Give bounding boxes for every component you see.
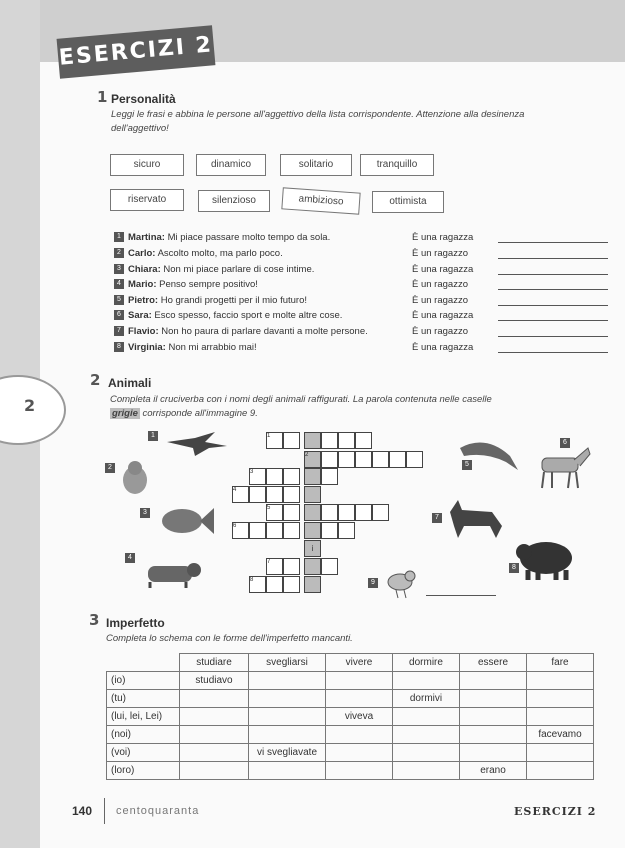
table-cell[interactable] bbox=[460, 726, 527, 744]
clue-number: 7 bbox=[267, 559, 271, 565]
bear-icon bbox=[514, 534, 578, 580]
canary-icon bbox=[382, 566, 422, 600]
person-name: Virginia: bbox=[128, 342, 166, 353]
person-name: Sara: bbox=[128, 310, 152, 321]
crossword-cell[interactable] bbox=[321, 432, 338, 449]
row-number: 3 bbox=[114, 264, 124, 274]
section3-title: Imperfetto bbox=[106, 616, 165, 630]
table-cell[interactable] bbox=[460, 744, 527, 762]
crossword-cell[interactable] bbox=[321, 451, 338, 468]
table-cell[interactable] bbox=[249, 708, 326, 726]
chip-riservato: riservato bbox=[110, 189, 184, 211]
crossword-cell[interactable] bbox=[372, 451, 389, 468]
person-name: Flavio: bbox=[128, 326, 159, 337]
row-number: 1 bbox=[114, 232, 124, 242]
section1-title: Personalità bbox=[111, 92, 176, 106]
table-cell[interactable] bbox=[326, 690, 393, 708]
table-row bbox=[107, 690, 594, 708]
section2-number: 2 bbox=[90, 371, 101, 389]
crossword-cell[interactable] bbox=[283, 576, 300, 593]
chip-dinamico: dinamico bbox=[196, 154, 266, 176]
answer-prefix: È una ragazza bbox=[412, 232, 474, 243]
table-cell[interactable] bbox=[460, 690, 527, 708]
answer-prefix: È un ragazzo bbox=[412, 295, 468, 306]
crossword-cell[interactable] bbox=[321, 522, 338, 539]
table-cell[interactable] bbox=[460, 672, 527, 690]
table-cell[interactable] bbox=[249, 762, 326, 780]
crossword-cell-gray[interactable] bbox=[304, 468, 321, 485]
crossword-cell[interactable] bbox=[249, 576, 266, 593]
pronoun-cell: (loro) bbox=[107, 762, 180, 780]
table-cell[interactable] bbox=[326, 672, 393, 690]
table-cell[interactable] bbox=[527, 762, 594, 780]
table-cell[interactable] bbox=[527, 690, 594, 708]
sentence-row bbox=[114, 295, 594, 310]
crossword-cell[interactable] bbox=[283, 486, 300, 503]
section1-instruction: Leggi le frasi e abbina le persone all'aggettivo della lista corrispondente. Attenzione alla desinenza dell'aggettivo! bbox=[111, 109, 525, 134]
horse-icon bbox=[530, 444, 594, 492]
answer-prefix: È una ragazza bbox=[412, 342, 474, 353]
animal-number: 1 bbox=[148, 431, 158, 441]
clue-number: 4 bbox=[233, 487, 237, 493]
instruction-text: corrisponde all'immagine 9. bbox=[142, 408, 258, 419]
sentence-row bbox=[114, 342, 594, 357]
answer-line[interactable] bbox=[498, 274, 608, 275]
table-cell[interactable] bbox=[326, 726, 393, 744]
animal-number: 8 bbox=[509, 563, 519, 573]
sentence-row bbox=[114, 248, 594, 263]
chip-solitario: solitario bbox=[280, 154, 352, 176]
crossword-cell[interactable] bbox=[338, 432, 355, 449]
table-cell[interactable] bbox=[326, 744, 393, 762]
hamster-icon bbox=[120, 460, 150, 496]
crossword-cell[interactable] bbox=[266, 558, 283, 575]
row-number: 5 bbox=[114, 295, 124, 305]
answer-prefix: È un ragazzo bbox=[412, 248, 468, 259]
crossword-cell-gray[interactable] bbox=[304, 558, 321, 575]
column-header: vivere bbox=[326, 654, 393, 672]
section3-instruction: Completa lo schema con le forme dell'imperfetto mancanti. bbox=[106, 633, 353, 644]
dolphin-icon bbox=[456, 434, 520, 478]
table-cell[interactable] bbox=[527, 744, 594, 762]
table-cell[interactable]: erano bbox=[460, 762, 527, 780]
row-number: 6 bbox=[114, 310, 124, 320]
crossword-cell[interactable] bbox=[338, 504, 355, 521]
instruction-text: Completa il cruciverba con i nomi degli animali raffigurati. La parola contenuta nelle caselle bbox=[110, 394, 492, 405]
crossword-cell[interactable] bbox=[266, 486, 283, 503]
row-number: 8 bbox=[114, 342, 124, 352]
crossword-cell-gray[interactable] bbox=[304, 432, 321, 449]
person-name: Chiara: bbox=[128, 264, 161, 275]
sentence-text: Ho grandi progetti per il mio futuro! bbox=[160, 295, 308, 306]
crossword-cell-gray[interactable] bbox=[304, 576, 321, 593]
crossword-cell[interactable] bbox=[283, 522, 300, 539]
crossword-cell[interactable] bbox=[389, 451, 406, 468]
crossword-cell[interactable] bbox=[232, 486, 249, 503]
answer-line[interactable] bbox=[498, 289, 608, 290]
table-cell[interactable]: dormivi bbox=[393, 690, 460, 708]
crossword-cell[interactable] bbox=[249, 486, 266, 503]
table-cell[interactable]: studiavo bbox=[180, 672, 249, 690]
imperfetto-table bbox=[106, 653, 594, 780]
section1-number: 1 bbox=[97, 88, 108, 106]
answer-prefix: È una ragazza bbox=[412, 264, 474, 275]
table-cell[interactable] bbox=[460, 708, 527, 726]
column-header: studiare bbox=[180, 654, 249, 672]
sentence-row bbox=[114, 279, 594, 294]
person-name: Mario: bbox=[128, 279, 157, 290]
answer-line[interactable] bbox=[498, 336, 608, 337]
person-name: Carlo: bbox=[128, 248, 156, 259]
crossword-cell[interactable] bbox=[266, 522, 283, 539]
sentence-row bbox=[114, 264, 594, 279]
clue-number: 2 bbox=[305, 452, 309, 458]
side-chapter-number: 2 bbox=[24, 396, 36, 415]
answer-prefix: È un ragazzo bbox=[412, 279, 468, 290]
row-number: 2 bbox=[114, 248, 124, 258]
crossword-cell[interactable] bbox=[249, 522, 266, 539]
sentence-text: Non mi arrabbio mai! bbox=[168, 342, 257, 353]
table-cell[interactable]: viveva bbox=[326, 708, 393, 726]
crossword-cell[interactable] bbox=[283, 432, 300, 449]
section3-number: 3 bbox=[89, 611, 100, 629]
table-header-row bbox=[107, 654, 594, 672]
table-row bbox=[107, 672, 594, 690]
table-cell[interactable]: facevamo bbox=[527, 726, 594, 744]
crossword-cell[interactable] bbox=[321, 468, 338, 485]
table-cell[interactable] bbox=[249, 672, 326, 690]
crossword-cell[interactable] bbox=[355, 504, 372, 521]
fish-icon bbox=[156, 502, 216, 540]
clue-number: 1 bbox=[267, 433, 271, 439]
crossword-cell-gray[interactable] bbox=[304, 486, 321, 503]
table-row bbox=[107, 762, 594, 780]
crossword-cell[interactable] bbox=[232, 522, 249, 539]
crossword-cell[interactable] bbox=[283, 468, 300, 485]
table-cell[interactable] bbox=[393, 726, 460, 744]
crossword-cell-gray[interactable] bbox=[304, 504, 321, 521]
chip-ottimista: ottimista bbox=[372, 191, 444, 213]
table-row bbox=[107, 708, 594, 726]
crossword-cell[interactable] bbox=[249, 468, 266, 485]
animal-number: 7 bbox=[432, 513, 442, 523]
chip-ambizioso: ambizioso bbox=[281, 187, 360, 214]
table-cell[interactable] bbox=[180, 744, 249, 762]
animal-number: 9 bbox=[368, 578, 378, 588]
crossword-cell[interactable] bbox=[372, 504, 389, 521]
crossword-cell[interactable] bbox=[321, 504, 338, 521]
image9-answer-line[interactable] bbox=[426, 595, 496, 596]
table-cell[interactable] bbox=[326, 762, 393, 780]
crossword-cell[interactable] bbox=[355, 451, 372, 468]
person-name: Martina: bbox=[128, 232, 165, 243]
sentence-text: Non ho paura di parlare davanti a molte persone. bbox=[161, 326, 368, 337]
clue-number: 8 bbox=[250, 577, 254, 583]
pronoun-cell: (tu) bbox=[107, 690, 180, 708]
column-header: svegliarsi bbox=[249, 654, 326, 672]
page-number-words: centoquaranta bbox=[116, 805, 200, 817]
table-cell[interactable] bbox=[180, 762, 249, 780]
sentence-text: Esco spesso, faccio sport e molte altre cose. bbox=[154, 310, 343, 321]
crossword-cell[interactable] bbox=[283, 558, 300, 575]
eagle-icon bbox=[165, 430, 229, 460]
chip-sicuro: sicuro bbox=[110, 154, 184, 176]
column-header: fare bbox=[527, 654, 594, 672]
answer-line[interactable] bbox=[498, 305, 608, 306]
person-name: Pietro: bbox=[128, 295, 159, 306]
page-title: ESERCIZI 2 bbox=[57, 25, 216, 78]
sentence-text: Ascolto molto, ma parlo poco. bbox=[157, 248, 283, 259]
table-cell[interactable] bbox=[249, 726, 326, 744]
animal-number: 4 bbox=[125, 553, 135, 563]
sentence-text: Mi piace passare molto tempo da sola. bbox=[167, 232, 331, 243]
pronoun-cell: (io) bbox=[107, 672, 180, 690]
answer-line[interactable] bbox=[498, 258, 608, 259]
animal-number: 6 bbox=[560, 438, 570, 448]
crossword-cell[interactable] bbox=[321, 558, 338, 575]
section2-instruction bbox=[110, 393, 570, 421]
sentence-text: Non mi piace parlare di cose intime. bbox=[163, 264, 315, 275]
chip-silenzioso: silenzioso bbox=[198, 190, 270, 212]
pronoun-cell: (voi) bbox=[107, 744, 180, 762]
wolf-icon bbox=[444, 492, 506, 540]
sentence-text: Penso sempre positivo! bbox=[159, 279, 258, 290]
table-cell[interactable] bbox=[393, 708, 460, 726]
column-header: essere bbox=[460, 654, 527, 672]
sentence-row bbox=[114, 232, 594, 247]
table-row bbox=[107, 726, 594, 744]
page-number: 140 bbox=[72, 804, 93, 818]
answer-prefix: È un ragazzo bbox=[412, 326, 468, 337]
crossword-cell[interactable] bbox=[406, 451, 423, 468]
section2-title: Animali bbox=[108, 376, 152, 390]
pronoun-cell: (lui, lei, Lei) bbox=[107, 708, 180, 726]
table-cell[interactable] bbox=[180, 708, 249, 726]
crossword-cell[interactable] bbox=[266, 504, 283, 521]
table-cell[interactable] bbox=[393, 672, 460, 690]
crossword-cell[interactable] bbox=[266, 468, 283, 485]
table-cell[interactable] bbox=[527, 708, 594, 726]
animal-number: 3 bbox=[140, 508, 150, 518]
crossword-cell[interactable] bbox=[355, 432, 372, 449]
table-cell[interactable] bbox=[393, 762, 460, 780]
clue-number: 5 bbox=[267, 505, 271, 511]
crossword-cell[interactable] bbox=[266, 432, 283, 449]
table-cell[interactable] bbox=[393, 744, 460, 762]
crossword-cell[interactable] bbox=[338, 451, 355, 468]
crossword-cell[interactable] bbox=[283, 504, 300, 521]
corner-cell bbox=[107, 654, 180, 672]
crossword-cell-gray[interactable] bbox=[304, 522, 321, 539]
clue-number: 3 bbox=[250, 469, 254, 475]
answer-line[interactable] bbox=[498, 320, 608, 321]
animal-number: 5 bbox=[462, 460, 472, 470]
table-cell[interactable] bbox=[527, 672, 594, 690]
crossword-cell[interactable] bbox=[266, 576, 283, 593]
table-cell[interactable] bbox=[180, 726, 249, 744]
table-cell[interactable]: vi svegliavate bbox=[249, 744, 326, 762]
chip-tranquillo: tranquillo bbox=[360, 154, 434, 176]
crossword-cell[interactable] bbox=[338, 522, 355, 539]
animal-number: 2 bbox=[105, 463, 115, 473]
row-number: 7 bbox=[114, 326, 124, 336]
table-row bbox=[107, 744, 594, 762]
sentence-row bbox=[114, 310, 594, 325]
footer-section-title: ESERCIZI 2 bbox=[514, 805, 597, 818]
highlight-word: grigie bbox=[112, 408, 138, 419]
footer-divider bbox=[104, 798, 105, 824]
pronoun-cell: (noi) bbox=[107, 726, 180, 744]
table-cell[interactable] bbox=[180, 690, 249, 708]
tiger-icon bbox=[142, 558, 204, 590]
crossword-cell-gray[interactable] bbox=[304, 451, 321, 468]
column-header: dormire bbox=[393, 654, 460, 672]
answer-line[interactable] bbox=[498, 242, 608, 243]
answer-prefix: È una ragazza bbox=[412, 310, 474, 321]
crossword-cell-gray[interactable]: i bbox=[304, 540, 321, 557]
table-cell[interactable] bbox=[249, 690, 326, 708]
row-number: 4 bbox=[114, 279, 124, 289]
clue-number: 6 bbox=[233, 523, 237, 529]
answer-line[interactable] bbox=[498, 352, 608, 353]
sentence-row bbox=[114, 326, 594, 341]
